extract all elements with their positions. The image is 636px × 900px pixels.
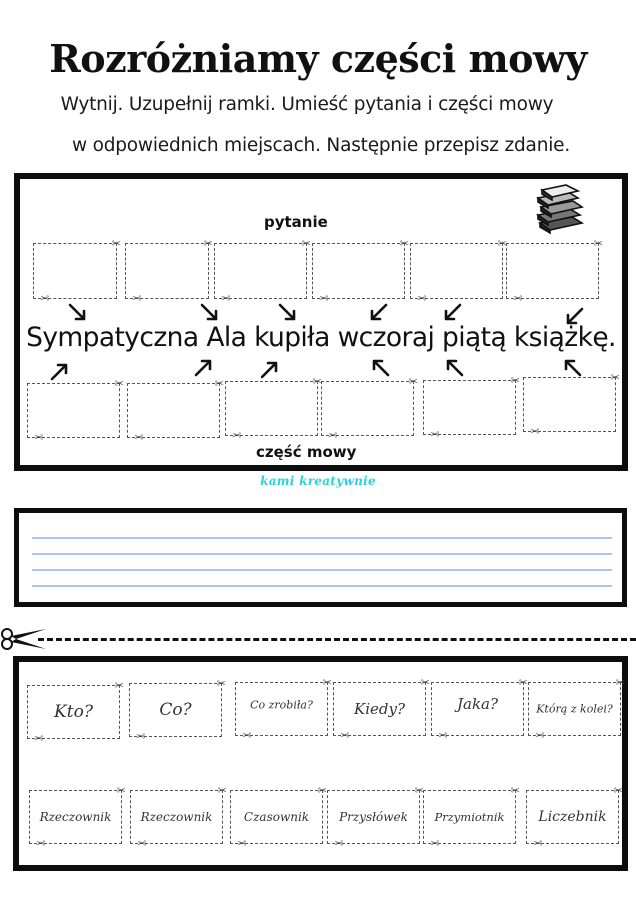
scissors-icon: ✂ xyxy=(134,431,144,444)
scissors-icon: ✂ xyxy=(221,292,231,305)
card-label: Liczebnik xyxy=(538,809,607,825)
card-label: Przysłówek xyxy=(339,810,408,824)
question-card[interactable] xyxy=(235,676,332,742)
instruction-line-1: Wytnij. Uzupełnij ramki. Umieść pytania i części mowy xyxy=(60,94,554,115)
scissors-icon: ✂ xyxy=(593,237,603,250)
arrow-icon xyxy=(192,355,216,379)
card-label: Kiedy? xyxy=(354,700,405,718)
scissors-icon: ✂ xyxy=(615,676,625,689)
question-blank-box[interactable] xyxy=(33,237,121,305)
arrow-icon xyxy=(442,355,466,379)
scissors-icon: ✂ xyxy=(34,431,44,444)
scissors-icon: ✂ xyxy=(40,292,50,305)
author-watermark: kami kreatywnie xyxy=(260,474,376,488)
question-card[interactable] xyxy=(528,676,625,742)
card-label: Czasownik xyxy=(243,810,310,824)
instruction-line-2: w odpowiednich miejscach. Następnie przepisz zdanie. xyxy=(71,135,571,156)
card-label: Rzeczownik xyxy=(140,810,213,824)
scissors-icon: ✂ xyxy=(114,377,124,390)
card-label: Co zrobiła? xyxy=(250,698,313,712)
part-of-speech-blank-box[interactable] xyxy=(423,374,520,441)
part-of-speech-card[interactable] xyxy=(29,784,126,850)
card-label: Jaka? xyxy=(456,694,499,713)
writing-line xyxy=(32,569,612,571)
scissors-icon: ✂ xyxy=(216,677,226,690)
card-label: Przymiotnik xyxy=(434,810,505,824)
scissors-icon: ✂ xyxy=(414,784,424,797)
scissors-icon: ✂ xyxy=(438,729,448,742)
scissors-icon: ✂ xyxy=(417,292,427,305)
scissors-icon: ✂ xyxy=(136,730,146,743)
part-of-speech-card[interactable] xyxy=(230,784,327,850)
card-label: Kto? xyxy=(54,702,93,722)
scissors-icon: ✂ xyxy=(340,729,350,742)
scissors-icon: ✂ xyxy=(217,784,227,797)
scissors-icon: ✂ xyxy=(214,377,224,390)
worksheet-title: Rozróżniamy części mowy xyxy=(49,36,587,81)
card-label: Co? xyxy=(159,700,192,720)
scissors-icon: ✂ xyxy=(137,837,147,850)
question-row-label: pytanie xyxy=(264,213,328,231)
question-card[interactable] xyxy=(27,679,124,745)
part-of-speech-blank-box[interactable] xyxy=(225,375,322,442)
writing-line xyxy=(32,537,612,539)
scissors-icon: ✂ xyxy=(242,729,252,742)
scissors-icon: ✂ xyxy=(237,837,247,850)
scissors-icon: ✂ xyxy=(111,237,121,250)
part-of-speech-card[interactable] xyxy=(526,784,623,850)
scissors-icon: ✂ xyxy=(530,425,540,438)
arrow-icon xyxy=(48,359,72,383)
question-blank-box[interactable] xyxy=(125,237,213,305)
scissors-icon: ✂ xyxy=(322,676,332,689)
arrow-icon xyxy=(258,357,282,381)
scissors-icon: ✂ xyxy=(510,374,520,387)
scissors-icon: ✂ xyxy=(535,729,545,742)
scissors-icon: ✂ xyxy=(317,784,327,797)
scissors-icon: ✂ xyxy=(610,371,620,384)
sentence-writing-area[interactable] xyxy=(14,508,627,607)
scissors-icon: ✂ xyxy=(328,429,338,442)
question-blank-box[interactable] xyxy=(506,237,603,305)
part-of-speech-card[interactable] xyxy=(327,784,424,850)
question-card[interactable] xyxy=(333,676,430,742)
question-card[interactable] xyxy=(129,677,226,743)
part-of-speech-blank-box[interactable] xyxy=(127,377,224,444)
scissors-icon: ✂ xyxy=(533,837,543,850)
scissors-icon: ✂ xyxy=(232,429,242,442)
scissors-icon: ✂ xyxy=(319,292,329,305)
writing-line xyxy=(32,553,612,555)
part-of-speech-blank-box[interactable] xyxy=(523,371,620,438)
scissors-icon: ✂ xyxy=(408,375,418,388)
part-of-speech-row-label: część mowy xyxy=(256,443,357,461)
scissors-icon: ✂ xyxy=(114,679,124,692)
scissors-icon: ✂ xyxy=(430,428,440,441)
exercise-frame xyxy=(14,173,628,471)
target-sentence: Sympatyczna Ala kupiła wczoraj piątą książkę. xyxy=(26,322,616,353)
scissors-icon: ✂ xyxy=(513,292,523,305)
scissors-icon: ✂ xyxy=(301,237,311,250)
writing-line xyxy=(32,585,612,587)
scissors-icon: ✂ xyxy=(132,292,142,305)
question-blank-box[interactable] xyxy=(312,237,409,305)
scissors-icon: ✂ xyxy=(34,732,44,745)
cut-line xyxy=(0,628,636,650)
scissors-icon: ✂ xyxy=(36,837,46,850)
question-card[interactable] xyxy=(431,676,528,742)
scissors-icon: ✂ xyxy=(203,237,213,250)
card-label: Którą z kolei? xyxy=(536,702,613,716)
part-of-speech-blank-box[interactable] xyxy=(27,377,124,444)
scissors-icon: ✂ xyxy=(497,237,507,250)
dashed-cut-line xyxy=(38,638,636,641)
question-blank-box[interactable] xyxy=(214,237,311,305)
scissors-icon: ✂ xyxy=(613,784,623,797)
scissors-icon: ✂ xyxy=(116,784,126,797)
cutout-cards-frame xyxy=(13,656,628,871)
card-label: Rzeczownik xyxy=(39,810,112,824)
scissors-icon: ✂ xyxy=(312,375,322,388)
scissors-icon: ✂ xyxy=(430,837,440,850)
scissors-icon: ✂ xyxy=(420,676,430,689)
part-of-speech-card[interactable] xyxy=(130,784,227,850)
part-of-speech-card[interactable] xyxy=(423,784,520,850)
question-blank-box[interactable] xyxy=(410,237,507,305)
scissors-icon: ✂ xyxy=(510,784,520,797)
part-of-speech-blank-box[interactable] xyxy=(321,375,418,442)
books-stack-icon xyxy=(532,183,588,235)
arrow-icon xyxy=(368,355,392,379)
arrow-icon xyxy=(560,355,584,379)
scissors-icon: ✂ xyxy=(334,837,344,850)
scissors-icon: ✂ xyxy=(399,237,409,250)
scissors-icon: ✂ xyxy=(518,676,528,689)
